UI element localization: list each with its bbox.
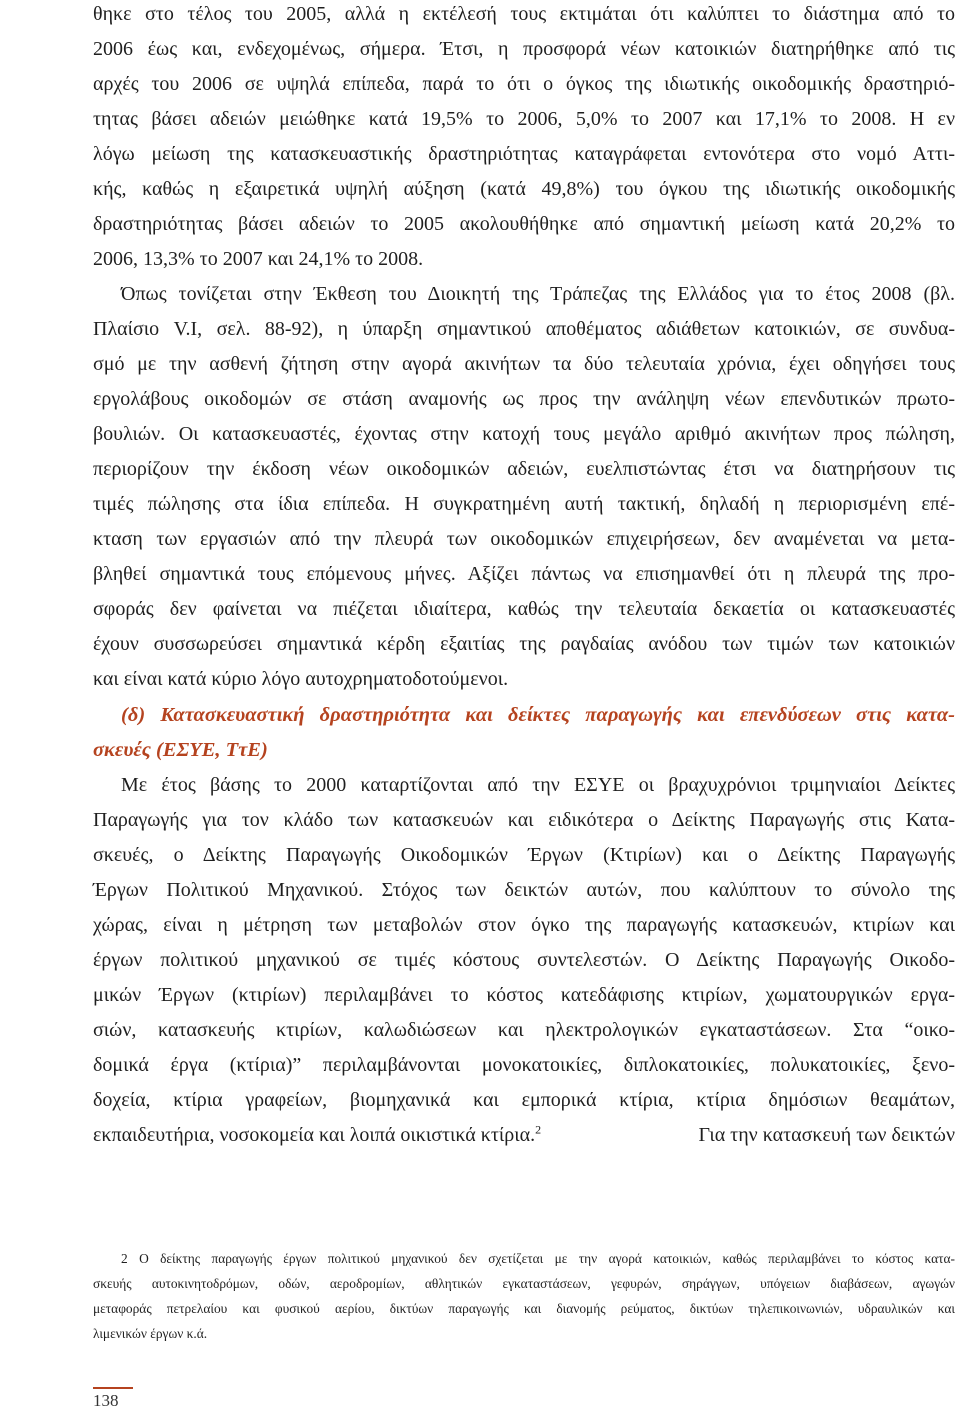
text-line: Παραγωγής για τον κλάδο των κατασκευών και ειδικότερα ο Δείκτης Παραγωγής στις Κατα-: [93, 809, 955, 831]
page-number-rule: [93, 1387, 133, 1389]
text-line: μικών Έργων (κτιρίων) περιλαμβάνει το κόστος κατεδάφισης κτιρίων, χωματουργικών εργα-: [93, 984, 955, 1006]
text-line: Πλαίσιο V.I, σελ. 88-92), η ύπαρξη σημαντικού αποθέματος αδιάθετων κατοικιών, σε συνδυα-: [93, 318, 955, 340]
text-line: κής, καθώς η εξαιρετικά υψηλή αύξηση (κατά 49,8%) του όγκου της ιδιωτικής οικοδομικής: [93, 178, 955, 200]
text-line: εργολάβους οικοδομών σε στάση αναμονής ως προς την ανάληψη νέων επενδυτικών πρωτο-: [93, 388, 955, 410]
footnote-reference[interactable]: 2: [535, 1122, 542, 1137]
text-line: λόγω μείωση της κατασκευαστικής δραστηριότητας καταγράφεται εντονότερα στο νομό Αττι-: [93, 143, 955, 165]
text-line: σφοράς δεν φαίνεται να πιέζεται ιδιαίτερα, καθώς την τελευταία δεκαετία οι κατασκευαστές: [93, 598, 955, 620]
page-number: 138: [93, 1391, 119, 1410]
text-line: κταση των εργασιών από την πλευρά των οικοδομικών επιχειρήσεων, δεν αναμένεται να μετα-: [93, 528, 955, 550]
text-line: δραστηριότητας βάσει αδειών το 2005 ακολουθήθηκε από σημαντική μείωση κατά 20,2% το: [93, 213, 955, 235]
section-heading: (δ) Κατασκευαστική δραστηριότητα και δείκτες παραγωγής και επενδύσεων στις κατα-: [121, 704, 955, 726]
text-line: Με έτος βάσης το 2000 καταρτίζονται από την ΕΣΥΕ οι βραχυχρόνιοι τριμηνιαίοι Δείκτες: [121, 774, 955, 796]
text-fragment: [93, 1123, 541, 1147]
section-heading: σκευές (ΕΣΥΕ, ΤτΕ): [93, 739, 268, 761]
text-line: και είναι κατά κύριο λόγο αυτοχρηματοδοτούμενοι.: [93, 668, 509, 690]
text-line: σμό με την ασθενή ζήτηση στην αγορά ακινήτων τα δύο τελευταία χρόνια, έχει οδηγήσει τους: [93, 353, 955, 375]
footnote-line: σκευής αυτοκινητοδρόμων, οδών, αεροδρομίων, αθλητικών εγκαταστάσεων, γεφυρών, σηράγγων, υπόγειων διαβάσεων, αγωγών: [93, 1276, 955, 1291]
text-line: θηκε στο τέλος του 2005, αλλά η εκτέλεσή τους εκτιμάται ότι καλύπτει το διάστημα από το: [93, 3, 955, 25]
text-line: Όπως τονίζεται στην Έκθεση του Διοικητή της Τράπεζας της Ελλάδος για το έτος 2008 (βλ.: [121, 283, 955, 305]
text-line: βληθεί σημαντικά τους επόμενους μήνες. Αξίζει πάντως να επισημανθεί ότι η πλευρά της προ-: [93, 563, 955, 585]
text-line: σκευές, ο Δείκτης Παραγωγής Οικοδομικών Έργων (Κτιρίων) και ο Δείκτης Παραγωγής: [93, 844, 955, 866]
footnote-line: μεταφοράς πετρελαίου και φυσικού αερίου, δικτύων παραγωγής και διανομής ρεύματος, δικτύων τηλεπικοινωνιών, υδραυλικών και: [93, 1301, 955, 1316]
text-line: 2006, 13,3% το 2007 και 24,1% το 2008.: [93, 248, 424, 270]
text-line: Έργων Πολιτικού Μηχανικού. Στόχος των δεικτών αυτών, που καλύπτουν το σύνολο της: [93, 879, 955, 901]
text-line: αρχές του 2006 σε υψηλά επίπεδα, παρά το ότι ο όγκος της ιδιωτικής οικοδομικής δραστηριό-: [93, 73, 955, 95]
text-line: βουλιών. Οι κατασκευαστές, έχοντας στην κατοχή τους μεγάλο αριθμό ακινήτων προς πώληση,: [93, 423, 955, 445]
text-fragment: Για την κατασκευή των δεικτών: [698, 1124, 955, 1146]
text-fragment: εκπαιδευτήρια, νοσοκομεία και λοιπά οικιστικά κτίρια.: [93, 1124, 536, 1146]
text-line: τητας βάσει αδειών μειώθηκε κατά 19,5% το 2006, 5,0% το 2007 και 17,1% το 2008. Η εν: [93, 108, 955, 130]
text-line: έργων πολιτικού μηχανικού σε τιμές κόστους συντελεστών. Ο Δείκτης Παραγωγής Οικοδο-: [93, 949, 955, 971]
text-line: χώρας, είναι η μέτρηση των μεταβολών στον όγκο της παραγωγής κατασκευών, κτιρίων και: [93, 914, 955, 936]
text-line: έχουν συσσωρεύσει σημαντικά κέρδη εξαιτίας της ραγδαίας ανόδου των τιμών των κατοικιών: [93, 633, 955, 655]
text-line: δοχεία, κτίρια γραφείων, βιομηχανικά και εμπορικά κτίρια, κτίρια δημόσιων θεαμάτων,: [93, 1089, 955, 1111]
text-line: 2006 έως και, ενδεχομένως, σήμερα. Έτσι, η προσφορά νέων κατοικιών διατηρήθηκε από τις: [93, 38, 955, 60]
text-line: σιών, κατασκευής κτιρίων, καλωδιώσεων και ηλεκτρολογικών εγκαταστάσεων. Στα “οικο-: [93, 1019, 955, 1041]
footnote-line: λιμενικών έργων κ.ά.: [93, 1326, 208, 1341]
text-line: [93, 1123, 955, 1147]
text-line: περιορίζουν την έκδοση νέων οικοδομικών αδειών, ευελπιστώντας έτσι να διατηρήσουν τις: [93, 458, 955, 480]
footnote-line: 2 Ο δείκτης παραγωγής έργων πολιτικού μηχανικού δεν σχετίζεται με την αγορά κατοικιών, καθώς περιλαμβάνει το κόστος κατα-: [121, 1251, 955, 1266]
text-line: τιμές πώλησης στα ίδια επίπεδα. Η συγκρατημένη αυτή τακτική, δηλαδή η περιορισμένη επέ-: [93, 493, 955, 515]
text-line: δομικά έργα (κτίρια)” περιλαμβάνονται μονοκατοικίες, διπλοκατοικίες, πολυκατοικίες, ξενο-: [93, 1054, 955, 1076]
